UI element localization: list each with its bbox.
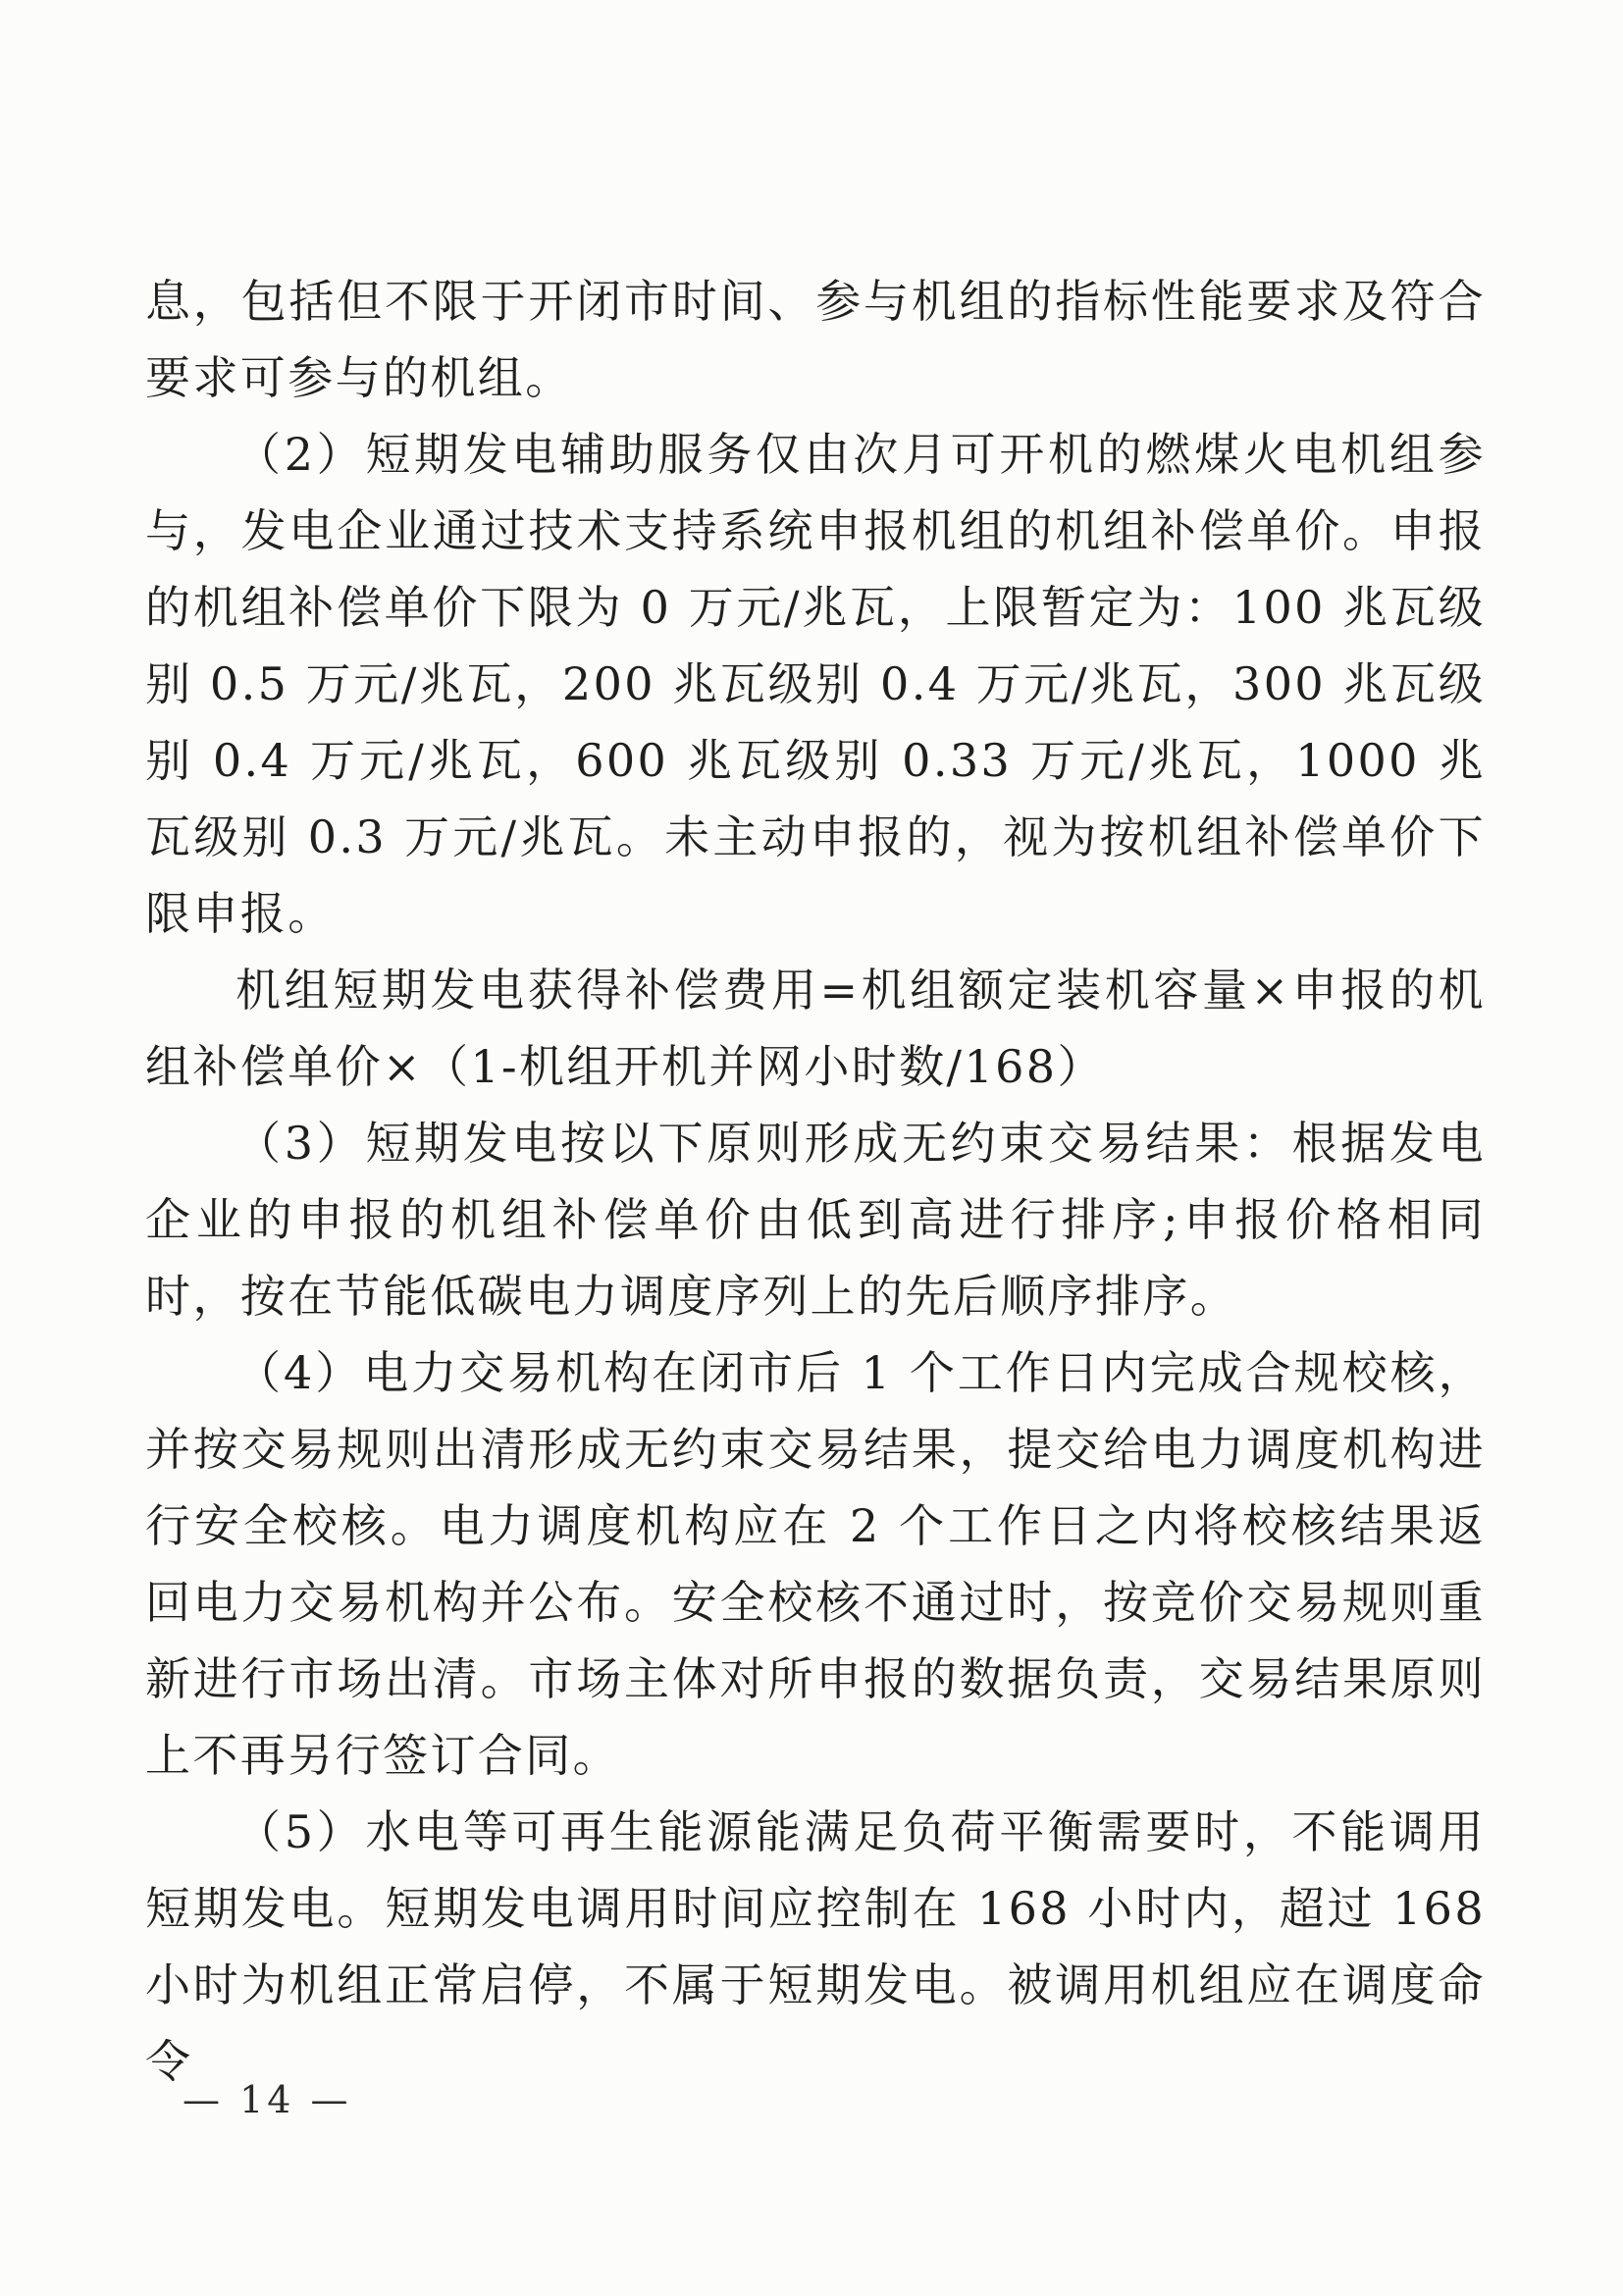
paragraph-2-item-2: （2）短期发电辅助服务仅由次月可开机的燃煤火电机组参与，发电企业通过技术支持系统申报机组的机组补偿单价。申报的机组补偿单价下限为 0 万元/兆瓦，上限暂定为：100 兆瓦级别 0.5 万元/兆瓦，200 兆瓦级别 0.4 万元/兆瓦，300 兆瓦级别 0.4 万元/兆瓦，600 兆瓦级别 0.33 万元/兆瓦，1000 兆瓦级别 0.3 万元/兆瓦。未主动申报的，视为按机组补偿单价下限申报。 xyxy=(145,428,1486,940)
paragraph-6-item-5: （5）水电等可再生能源能满足负荷平衡需要时，不能调用短期发电。短期发电调用时间应控制在 168 小时内，超过 168 小时为机组正常启停，不属于短期发电。被调用机组应在调度命令 xyxy=(145,1805,1486,2088)
paragraph-5-item-4: （4）电力交易机构在闭市后 1 个工作日内完成合规校核，并按交易规则出清形成无约束交易结果，提交给电力调度机构进行安全校核。电力调度机构应在 2 个工作日之内将校核结果返回电力交易机构并公布。安全校核不通过时，按竞价交易规则重新进行市场出清。市场主体对所申报的数据负责，交易结果原则上不再另行签订合同。 xyxy=(145,1346,1486,1782)
document-body xyxy=(145,263,1486,2100)
paragraph-1-continuation: 息，包括但不限于开闭市时间、参与机组的指标性能要求及符合要求可参与的机组。 xyxy=(145,275,1486,404)
page-number: — 14 — xyxy=(183,2078,352,2121)
paragraph-3-formula: 机组短期发电获得补偿费用=机组额定装机容量×申报的机组补偿单价×（1-机组开机并网小时数/168） xyxy=(145,964,1486,1093)
paragraph-4-item-3: （3）短期发电按以下原则形成无约束交易结果：根据发电企业的申报的机组补偿单价由低到高进行排序;申报价格相同时，按在节能低碳电力调度序列上的先后顺序排序。 xyxy=(145,1117,1486,1323)
